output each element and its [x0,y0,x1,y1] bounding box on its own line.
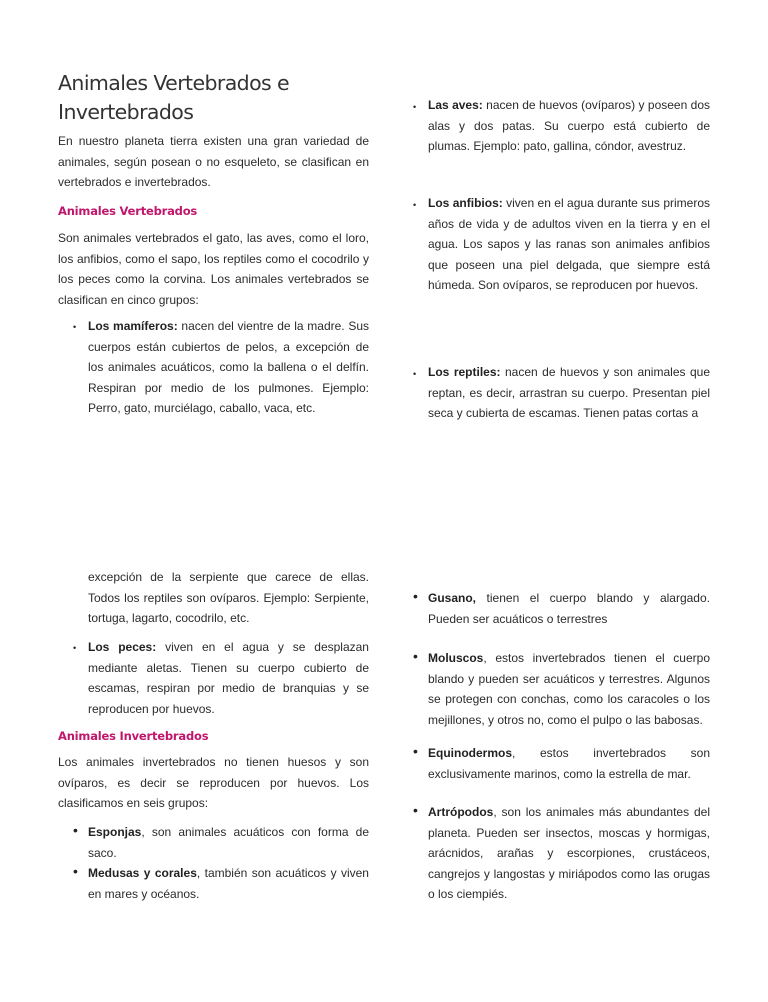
term: Gusano, [428,591,477,605]
term: Esponjas [88,825,142,839]
description: nacen de huevos (ovíparos) y poseen dos alas y dos patas. Su cuerpo está cubierto de plumas. Ejemplo: pato, gallina, cóndor, avestruz. [428,98,710,153]
term: Los mamíferos: [88,319,178,333]
list-item-artropodos [428,802,710,905]
list-item-anfibios [428,193,710,296]
description: , son animales acuáticos con forma de saco. [88,825,369,860]
description: , también son acuáticos y viven en mares y océanos. [88,866,369,901]
page-title: Animales Vertebrados e Invertebrados [58,71,290,124]
bullet-icon [413,743,418,759]
bullet-icon [413,588,418,604]
list-item-gusano [428,588,710,629]
list-item-esponjas [88,822,369,863]
heading-vertebrados: Animales Vertebrados [58,204,198,218]
term: Las aves: [428,98,483,112]
bullet-icon [413,197,416,211]
description: , estos invertebrados tienen el cuerpo blando y pueden ser acuáticos y terrestres. Algunos se protegen con conchas, como los caracoles o los mejillones, y otros no, como el pulpo o las babosas. [428,651,710,727]
description: excepción de la serpiente que carece de ellas. Todos los reptiles son ovíparos. Ejemplo: Serpiente, tortuga, lagarto, cocodrilo, etc. [88,570,369,625]
bullet-icon [413,366,416,380]
bullet-icon [73,822,78,838]
description: , son los animales más abundantes del planeta. Pueden ser insectos, moscas y hormigas, arácnidos, arañas y escorpiones, crustáceos, cangrejos y langostas y miriápodos como las orugas o los ciempiés. [428,805,710,901]
list-item-aves [428,95,710,157]
description: tienen el cuerpo blando y alargado. Pueden ser acuáticos o terrestres [428,591,710,626]
description: , estos invertebrados son exclusivamente marinos, como la estrella de mar. [428,746,710,781]
list-item-reptiles [428,362,710,424]
vertebrados-intro: Son animales vertebrados el gato, las aves, como el loro, los anfibios, como el sapo, los reptiles como el cocodrilo y los peces como la corvina. Los animales vertebrados se clasifican en cinco grupos: [58,231,369,307]
bullet-icon [73,863,78,879]
bullet-icon [73,319,76,333]
description: nacen de huevos y son animales que reptan, es decir, arrastran su cuerpo. Presentan piel seca y cubierta de escamas. Tienen patas cortas a [428,365,710,420]
list-item-reptiles-continued [88,567,369,629]
heading-invertebrados: Animales Invertebrados [58,729,209,743]
list-item-peces [88,637,369,719]
list-item-moluscos [428,648,710,730]
term: Artrópodos [428,805,494,819]
term: Equinodermos [428,746,513,760]
description: viven en el agua y se desplazan mediante aletas. Tienen su cuerpo cubierto de escamas, respiran por medio de branquias y se reproducen por huevos. [88,640,369,716]
bullet-icon [413,802,418,818]
term: Los anfibios: [428,196,503,210]
list-item-mamiferos [88,316,369,419]
bullet-icon [73,640,76,654]
list-item-equinodermos [428,743,710,784]
list-item-medusas [88,863,369,904]
term: Medusas y corales [88,866,197,880]
intro-paragraph: En nuestro planeta tierra existen una gran variedad de animales, según posean o no esqueleto, se clasifican en vertebrados e invertebrados. [58,134,369,189]
description: nacen del vientre de la madre. Sus cuerpos están cubiertos de pelos, a excepción de los animales acuáticos, como la ballena o el delfín. Respiran por medio de los pulmones. Ejemplo: Perro, gato, murciélago, caballo, vaca, etc. [88,319,369,415]
bullet-icon [413,648,418,664]
term: Los peces: [88,640,157,654]
term: Los reptiles: [428,365,501,379]
invertebrados-intro: Los animales invertebrados no tienen huesos y son ovíparos, es decir se reproducen por huevos. Los clasificamos en seis grupos: [58,755,369,810]
description: viven en el agua durante sus primeros años de vida y de adultos viven en la tierra y en el agua. Los sapos y las ranas son animales anfibios que poseen una piel delgada, que siempre está húmeda. Son ovíparos, se reproducen por huevos. [428,196,710,292]
bullet-icon [413,99,416,113]
term: Moluscos [428,651,484,665]
